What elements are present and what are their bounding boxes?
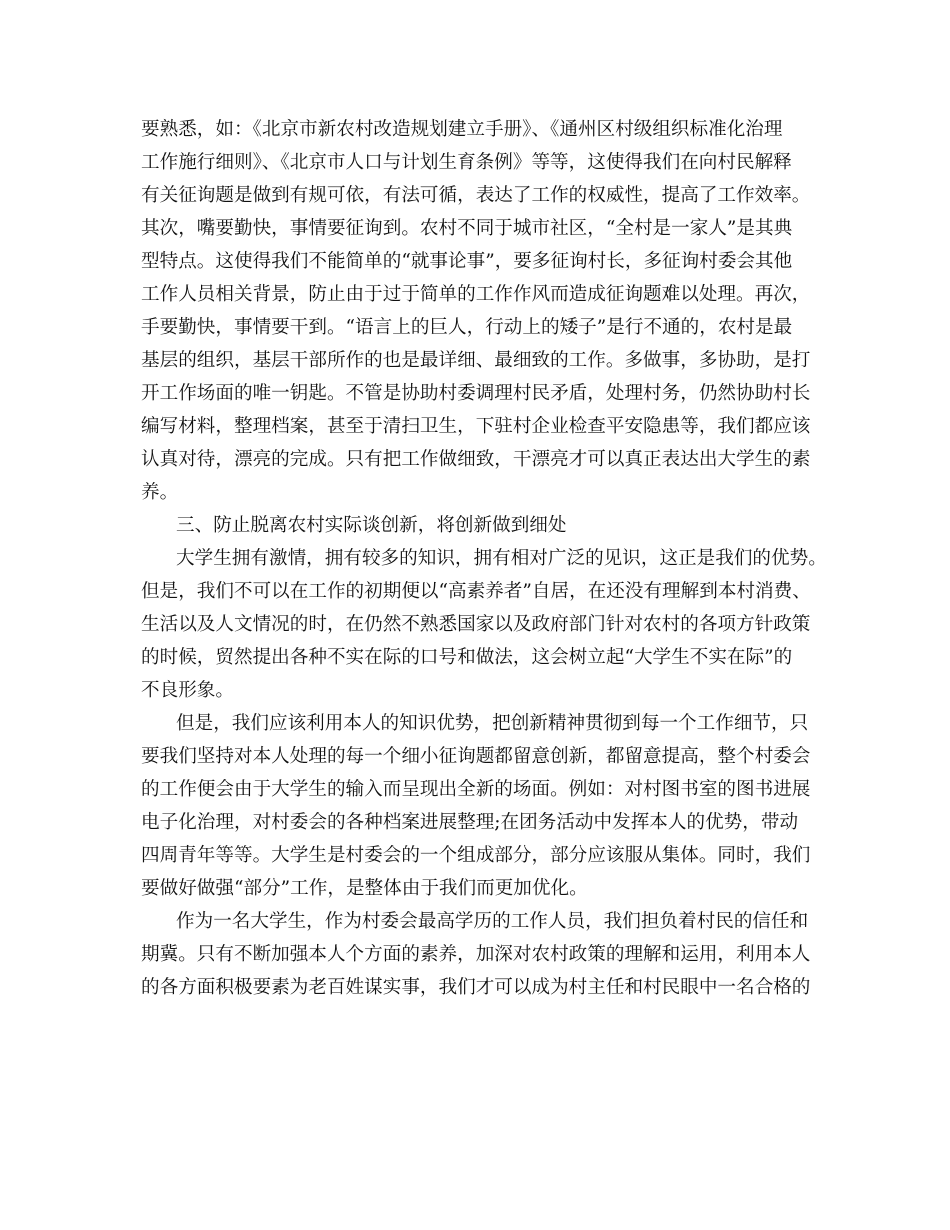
text-line: 生活以及人文情况的时，在仍然不熟悉国家以及政府部门针对农村的各项方针政策 <box>141 614 811 635</box>
text-line: 编写材料，整理档案，甚至于清扫卫生，下驻村企业检查平安隐患等，我们都应该 <box>141 416 811 437</box>
text-line: 养。 <box>141 482 179 503</box>
text-line: 工作施行细则》、《北京市人口与计划生育条例》等等，这使得我们在向村民解释 <box>141 152 792 173</box>
text-line: 工作人员相关背景，防止由于过于简单的工作作风而造成征询题难以处理。再次， <box>141 284 811 305</box>
text-line: 手要勤快，事情要干到。“语言上的巨人，行动上的矮子”是行不通的，农村是最 <box>141 317 793 338</box>
text-line: 的时候，贸然提出各种不实在际的口号和做法，这会树立起“大学生不实在际”的 <box>141 647 793 668</box>
text-line: 电子化治理，对村委会的各种档案进展整理;在团务活动中发挥本人的优势，带动 <box>141 812 799 833</box>
text-line: 有关征询题是做到有规可依，有法可循，表达了工作的权威性，提高了工作效率。 <box>141 185 811 206</box>
text-line: 型特点。这使得我们不能简单的“就事论事”，要多征询村长，多征询村委会其他 <box>141 251 793 272</box>
text-line: 不良形象。 <box>141 680 234 701</box>
text-line: 作为一名大学生，作为村委会最高学历的工作人员，我们担负着村民的信任和 <box>176 911 809 932</box>
text-line: 基层的组织，基层干部所作的也是最详细、最细致的工作。多做事，多协助，是打 <box>141 350 811 371</box>
text-line: 要熟悉，如：《北京市新农村改造规划建立手册》、《通州区村级组织标准化治理 <box>141 119 783 140</box>
text-line: 开工作场面的唯一钥匙。不管是协助村委调理村民矛盾，处理村务，仍然协助村长 <box>141 383 811 404</box>
text-line: 期冀。只有不断加强本人个方面的素养，加深对农村政策的理解和运用，利用本人 <box>141 944 811 965</box>
text-line: 但是，我们不可以在工作的初期便以“高素养者”自居，在还没有理解到本村消费、 <box>141 581 811 602</box>
text-line: 但是，我们应该利用本人的知识优势，把创新精神贯彻到每一个工作细节，只 <box>176 713 809 734</box>
text-line: 认真对待，漂亮的完成。只有把工作做细致，干漂亮才可以真正表达出大学生的素 <box>141 449 811 470</box>
text-line: 大学生拥有激情，拥有较多的知识，拥有相对广泛的见识，这正是我们的优势。 <box>176 548 827 569</box>
text-line: 要做好做强“部分”工作，是整体由于我们而更加优化。 <box>141 878 588 899</box>
section-heading: 三、防止脱离农村实际谈创新，将创新做到细处 <box>176 515 567 536</box>
text-line: 要我们坚持对本人处理的每一个细小征询题都留意创新，都留意提高，整个村委会 <box>141 746 811 767</box>
text-line: 其次，嘴要勤快，事情要征询到。农村不同于城市社区，“全村是一家人”是其典 <box>141 218 793 239</box>
text-line: 的各方面积极要素为老百姓谋实事，我们才可以成为村主任和村民眼中一名合格的 <box>141 977 811 998</box>
text-line: 四周青年等等。大学生是村委会的一个组成部分，部分应该服从集体。同时，我们 <box>141 845 811 866</box>
text-line: 的工作便会由于大学生的输入而呈现出全新的场面。例如：对村图书室的图书进展 <box>141 779 811 800</box>
